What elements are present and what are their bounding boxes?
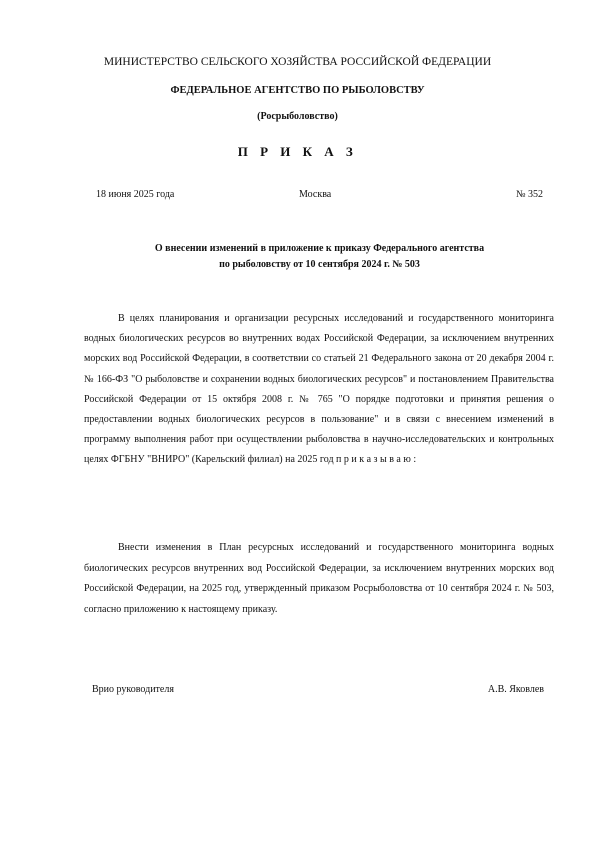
subject-line-1: О внесении изменений в приложение к приказу Федерального агентства (154, 243, 485, 254)
signer-name: А.В. Яковлев (487, 684, 544, 695)
agency-short-name: (Росрыболовство) (257, 111, 338, 122)
document-number: № 352 (515, 189, 543, 200)
agency-title: ФЕДЕРАЛЬНОЕ АГЕНТСТВО ПО РЫБОЛОВСТВУ (170, 85, 425, 96)
body-paragraph-2: Внести изменения в План ресурсных исследований и государственного мониторинга водных биологических ресурсов внутренних вод Российской Федерации, за исключением внутренних морских вод Российской Федерации, на 2025 год, утвержденный приказом Росрыболовства от 10 сентября 2024 г. № 503, согласно приложению к настоящему приказу. (84, 542, 554, 615)
document-subject (96, 241, 543, 273)
document-date: 18 июня 2025 года (96, 189, 175, 200)
ministry-title: МИНИСТЕРСТВО СЕЛЬСКОГО ХОЗЯЙСТВА РОССИЙСКОЙ ФЕДЕРАЦИИ (103, 56, 492, 68)
document-city: Москва (299, 189, 332, 200)
document-type: П Р И К А З (237, 144, 358, 159)
signer-role: Врио руководителя (92, 684, 174, 695)
subject-line-2: по рыболовству от 10 сентября 2024 г. № 503 (219, 259, 420, 270)
body-paragraph-1: В целях планирования и организации ресурсных исследований и государственного мониторинга водных биологических ресурсов во внутренних водах Российской Федерации, за исключением внутренних морских вод Российской Федерации, в соответствии со статьей 21 Федерального закона от 20 декабря 2004 г. № 166-ФЗ "О рыболовстве и сохранении водных биологических ресурсов" и постановлением Правительства Российской Федерации от 15 октября 2008 г. № 765 "О порядке подготовки и принятия решения о предоставлении водных биологических ресурсов в пользование" и в связи с внесением изменений в программу выполнения работ при осуществлении рыболовства в научно-исследовательских и контрольных целях ФГБНУ "ВНИРО" (Карельский филиал) на 2025 год п р и к а з ы в а ю : (84, 313, 554, 466)
